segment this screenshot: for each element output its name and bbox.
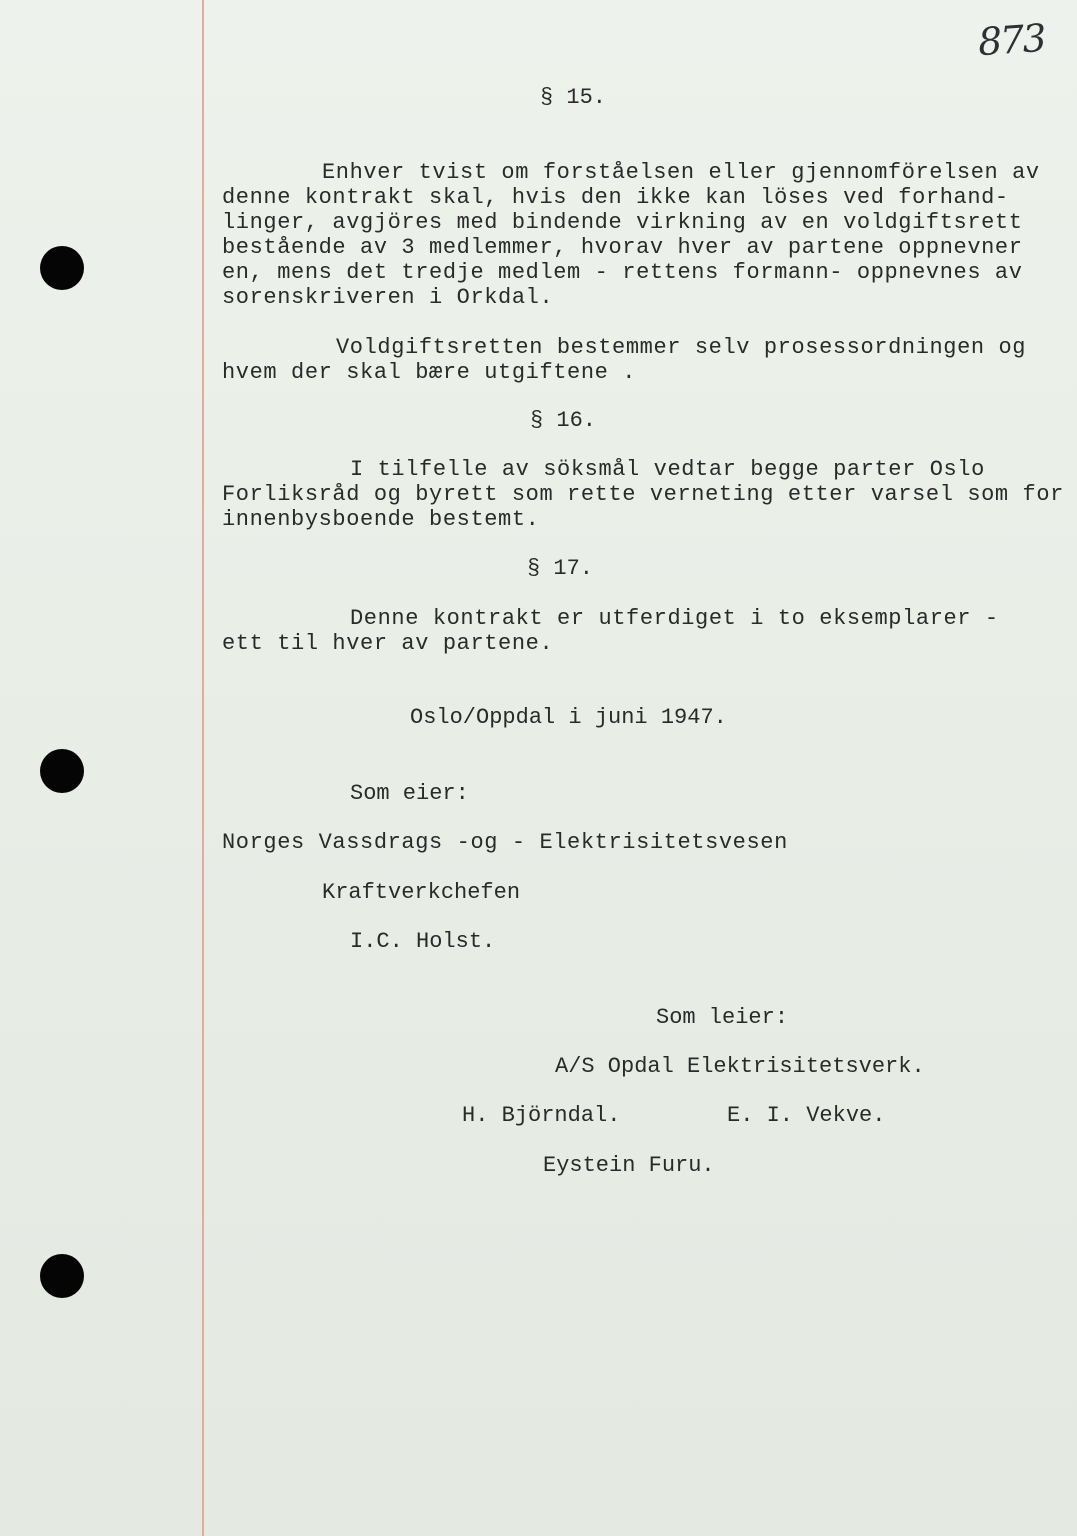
owner-label: Som eier:	[350, 781, 469, 806]
section-16-line: Forliksråd og byrett som rette verneting etter varsel som for	[222, 482, 1064, 507]
lessee-signatory: Eystein Furu.	[543, 1153, 715, 1178]
lessee-label: Som leier:	[656, 1005, 789, 1030]
section-15-line: linger, avgjöres med bindende virkning av en voldgiftsrett	[222, 210, 1023, 235]
section-15-line: hvem der skal bære utgiftene .	[222, 360, 637, 385]
lessee-signatory: E. I. Vekve.	[727, 1103, 886, 1128]
lessee-organization: A/S Opdal Elektrisitetsverk.	[555, 1054, 925, 1079]
section-15-line: Enhver tvist om forståelsen eller gjennomförelsen av	[322, 160, 1040, 185]
section-16-line: innenbysboende bestemt.	[222, 507, 540, 532]
section-15-line: denne kontrakt skal, hvis den ikke kan löses ved forhand-	[222, 185, 1009, 210]
owner-title: Kraftverkchefen	[322, 880, 521, 905]
margin-line	[202, 0, 204, 1536]
section-17-line: ett til hver av partene.	[222, 631, 554, 656]
section-15-line: Voldgiftsretten bestemmer selv prosessordningen og	[336, 335, 1027, 360]
page-number: 873	[976, 15, 1046, 65]
section-16-line: I tilfelle av söksmål vedtar begge parter Oslo	[350, 457, 985, 482]
section-15-line: bestående av 3 medlemmer, hvorav hver av partene oppnevner	[222, 235, 1023, 260]
section-15-line: sorenskriveren i Orkdal.	[222, 285, 554, 310]
lessee-signatory: H. Björndal.	[462, 1103, 621, 1128]
section-16-heading: § 16.	[530, 408, 597, 433]
punch-hole	[40, 246, 84, 290]
punch-hole	[40, 1254, 84, 1298]
owner-organization: Norges Vassdrags -og - Elektrisitetsvesen	[222, 830, 788, 855]
section-17-heading: § 17.	[527, 556, 594, 581]
punch-hole	[40, 749, 84, 793]
section-15-line: en, mens det tredje medlem - rettens formann- oppnevnes av	[222, 260, 1023, 285]
place-date: Oslo/Oppdal i juni 1947.	[410, 705, 727, 730]
owner-name: I.C. Holst.	[350, 929, 496, 954]
section-15-heading: § 15.	[540, 85, 607, 110]
section-17-line: Denne kontrakt er utferdiget i to eksemplarer -	[350, 606, 999, 631]
